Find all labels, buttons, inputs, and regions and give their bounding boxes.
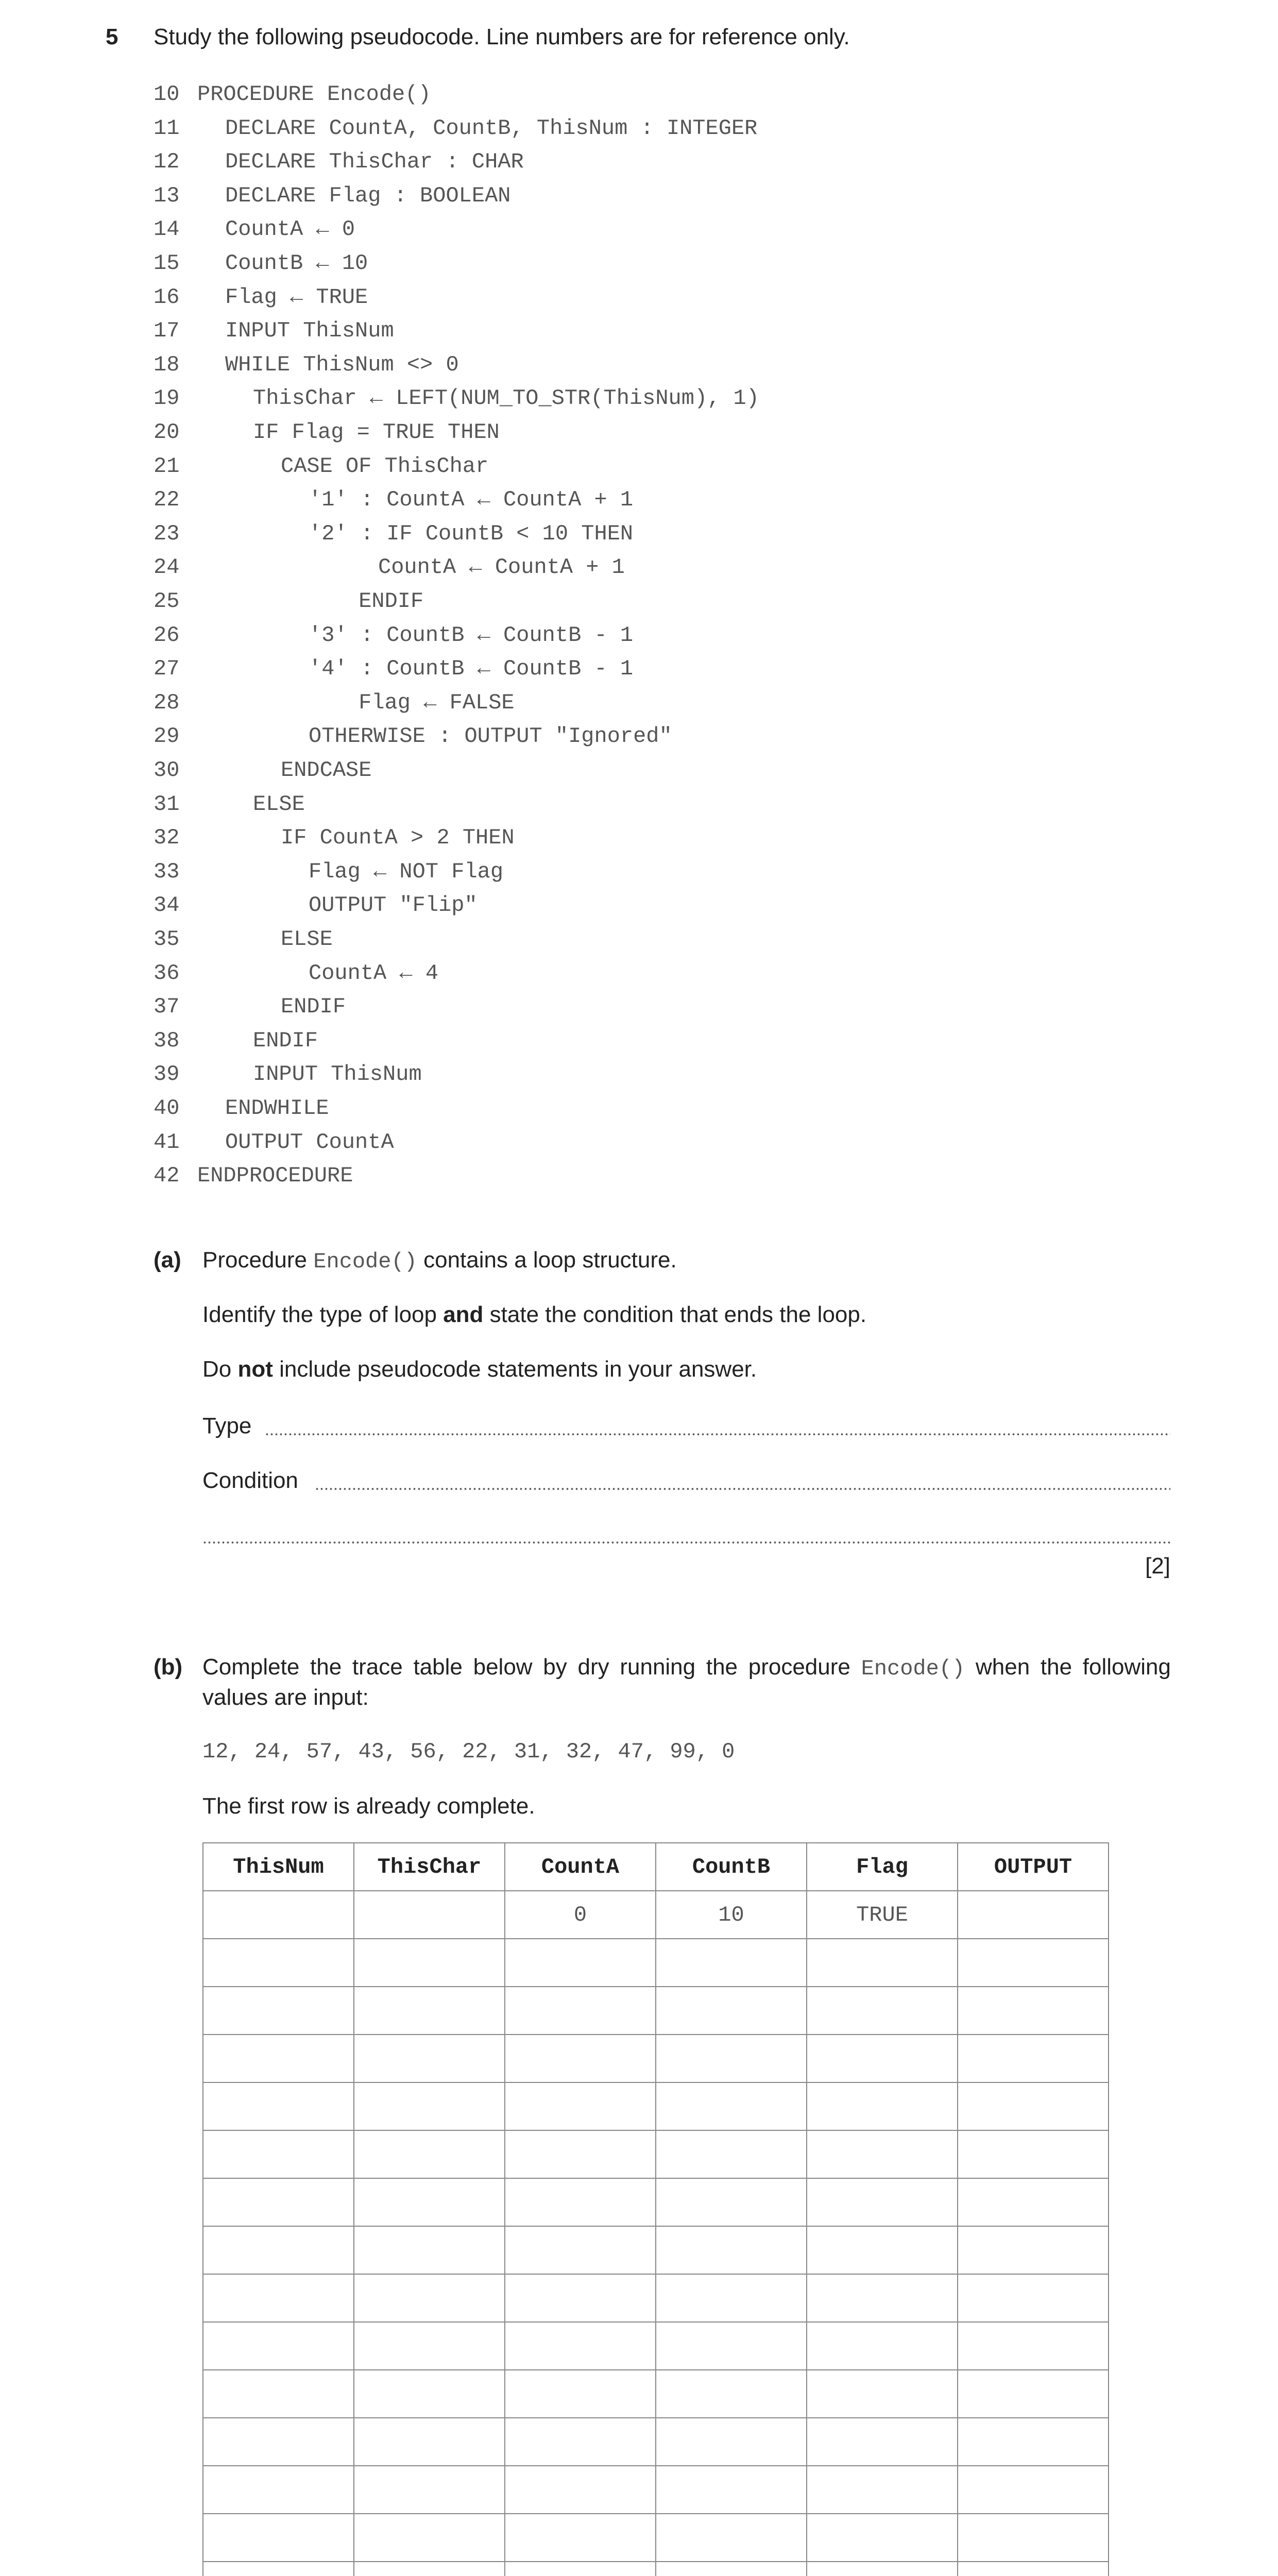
table-row (203, 2226, 1109, 2274)
code-text: CountA ← CountA + 1 (378, 555, 625, 580)
table-cell[interactable] (505, 2130, 656, 2178)
column-header: OUTPUT (958, 1843, 1109, 1891)
part-b-statement: Complete the trace table below by dry running the procedure Encode() when the following values are input: (202, 1654, 1171, 1710)
code-text: ENDWHILE (225, 1096, 329, 1121)
code-text: IF Flag = TRUE THEN (253, 420, 500, 445)
table-cell[interactable] (656, 2226, 807, 2274)
table-row (203, 1891, 1109, 1939)
code-text: WHILE ThisNum <> 0 (225, 352, 459, 377)
input-values: 12, 24, 57, 43, 56, 22, 31, 32, 47, 99, 0 (202, 1739, 735, 1764)
table-cell[interactable] (203, 1939, 354, 1987)
code-text: OTHERWISE : OUTPUT "Ignored" (309, 724, 672, 749)
table-cell[interactable] (203, 2082, 354, 2130)
table-cell[interactable] (505, 1987, 656, 2035)
table-row (203, 2514, 1109, 2562)
table-cell[interactable] (354, 1987, 505, 2035)
line-number: 29 (154, 724, 180, 749)
table-cell[interactable] (203, 2274, 354, 2322)
table-cell[interactable] (505, 2514, 656, 2562)
line-number: 11 (154, 115, 180, 141)
table-cell[interactable] (505, 2370, 656, 2418)
code-text: PROCEDURE Encode() (197, 82, 431, 107)
table-cell[interactable] (505, 2082, 656, 2130)
table-row (203, 2562, 1109, 2576)
table-cell[interactable] (958, 2370, 1109, 2418)
table-row (203, 2035, 1109, 2082)
table-row (203, 2130, 1109, 2178)
table-cell[interactable] (203, 2322, 354, 2370)
table-cell[interactable] (958, 2322, 1109, 2370)
table-cell[interactable] (958, 2418, 1109, 2466)
table-cell[interactable] (354, 2226, 505, 2274)
table-cell[interactable] (656, 2514, 807, 2562)
code-text: Flag ← NOT Flag (309, 859, 504, 884)
code-text: ELSE (281, 927, 333, 952)
table-cell[interactable] (958, 2274, 1109, 2322)
part-a-label: (a) (154, 1247, 181, 1273)
code-text: IF CountA > 2 THEN (281, 825, 515, 851)
table-cell[interactable] (958, 2082, 1109, 2130)
code-text: ENDIF (359, 589, 424, 614)
table-row (203, 2082, 1109, 2130)
line-number: 17 (154, 318, 180, 344)
table-cell[interactable] (505, 2466, 656, 2514)
table-cell[interactable] (505, 2226, 656, 2274)
line-number: 42 (154, 1163, 180, 1189)
table-cell[interactable] (656, 2322, 807, 2370)
line-number: 13 (154, 183, 180, 208)
line-number: 20 (154, 420, 180, 445)
line-number: 21 (154, 453, 180, 479)
table-cell[interactable] (203, 2226, 354, 2274)
table-row (203, 1987, 1109, 2035)
procedure-name-code: Encode() (313, 1249, 417, 1274)
line-number: 31 (154, 791, 180, 817)
table-cell[interactable] (354, 2035, 505, 2082)
table-cell[interactable] (505, 2274, 656, 2322)
table-cell[interactable] (656, 1939, 807, 1987)
condition-answer-line-2[interactable] (202, 1540, 1170, 1545)
table-cell[interactable] (505, 2178, 656, 2226)
table-cell[interactable] (203, 1987, 354, 2035)
part-a-note: Do not include pseudocode statements in your answer. (202, 1357, 757, 1382)
code-text: ENDPROCEDURE (197, 1163, 353, 1189)
code-text: DECLARE CountA, CountB, ThisNum : INTEGER (225, 115, 758, 141)
table-cell[interactable] (807, 2562, 958, 2576)
line-number: 25 (154, 589, 180, 614)
table-cell[interactable] (203, 2178, 354, 2226)
table-cell[interactable] (354, 2322, 505, 2370)
table-cell[interactable] (958, 1891, 1109, 1939)
code-text: ThisChar ← LEFT(NUM_TO_STR(ThisNum), 1) (253, 386, 759, 411)
line-number: 40 (154, 1096, 180, 1121)
line-number: 18 (154, 352, 180, 377)
table-cell[interactable] (656, 2562, 807, 2576)
line-number: 15 (154, 251, 180, 276)
table-cell[interactable] (656, 2035, 807, 2082)
table-cell[interactable] (505, 2035, 656, 2082)
table-cell[interactable] (807, 2322, 958, 2370)
table-row (203, 2274, 1109, 2322)
line-number: 23 (154, 521, 180, 546)
code-text: DECLARE Flag : BOOLEAN (225, 183, 511, 208)
table-cell[interactable] (203, 2562, 354, 2576)
table-cell[interactable] (505, 2322, 656, 2370)
table-row (203, 1939, 1109, 1987)
table-cell[interactable] (807, 2178, 958, 2226)
line-number: 36 (154, 960, 180, 986)
code-text: ENDIF (253, 1028, 318, 1053)
code-text: DECLARE ThisChar : CHAR (225, 149, 524, 175)
table-cell[interactable] (656, 2274, 807, 2322)
code-text: '2' : IF CountB < 10 THEN (309, 521, 634, 546)
table-cell[interactable] (807, 2082, 958, 2130)
condition-label: Condition (202, 1468, 298, 1493)
line-number: 38 (154, 1028, 180, 1053)
trace-table-header-row (203, 1843, 1109, 1891)
code-text: ENDCASE (281, 758, 372, 783)
line-number: 34 (154, 893, 180, 918)
table-cell[interactable] (958, 2466, 1109, 2514)
table-cell[interactable] (958, 2226, 1109, 2274)
column-header: Flag (807, 1843, 958, 1891)
line-number: 12 (154, 149, 180, 175)
table-cell[interactable] (354, 1891, 505, 1939)
code-text: '3' : CountB ← CountB - 1 (309, 622, 634, 648)
table-cell[interactable] (656, 2082, 807, 2130)
table-cell[interactable] (354, 2562, 505, 2576)
line-number: 27 (154, 656, 180, 682)
table-cell[interactable] (807, 2226, 958, 2274)
table-cell[interactable] (354, 2082, 505, 2130)
code-text: '1' : CountA ← CountA + 1 (309, 487, 634, 513)
table-row (203, 2466, 1109, 2514)
table-cell[interactable] (807, 2370, 958, 2418)
code-text: Flag ← TRUE (225, 284, 368, 310)
code-text: CountB ← 10 (225, 251, 368, 276)
type-answer-line[interactable] (265, 1432, 1170, 1436)
table-cell[interactable] (656, 2466, 807, 2514)
line-number: 19 (154, 386, 180, 411)
code-text: INPUT ThisNum (225, 318, 394, 344)
code-text: CountA ← 4 (309, 960, 439, 986)
table-cell[interactable] (505, 2418, 656, 2466)
line-number: 33 (154, 859, 180, 884)
table-cell[interactable]: TRUE (807, 1891, 958, 1939)
table-cell[interactable] (958, 2035, 1109, 2082)
table-cell[interactable] (656, 2418, 807, 2466)
line-number: 22 (154, 487, 180, 513)
procedure-name-code: Encode() (861, 1656, 965, 1681)
table-cell[interactable] (354, 2130, 505, 2178)
table-row (203, 2322, 1109, 2370)
part-a-marks: [2] (1145, 1553, 1170, 1579)
code-text: Flag ← FALSE (359, 690, 515, 715)
table-cell[interactable] (958, 1939, 1109, 1987)
table-cell[interactable] (807, 1987, 958, 2035)
part-a-instruction: Identify the type of loop and state the condition that ends the loop. (202, 1302, 867, 1327)
table-cell[interactable] (505, 2562, 656, 2576)
condition-answer-line[interactable] (315, 1487, 1170, 1491)
line-number: 37 (154, 994, 180, 1020)
table-cell[interactable] (203, 2466, 354, 2514)
line-number: 10 (154, 82, 180, 107)
table-cell[interactable] (505, 1939, 656, 1987)
table-cell[interactable] (203, 2418, 354, 2466)
line-number: 24 (154, 555, 180, 580)
column-header: CountA (505, 1843, 656, 1891)
table-cell[interactable] (656, 2130, 807, 2178)
code-text: ELSE (253, 791, 305, 817)
table-cell[interactable] (203, 2370, 354, 2418)
table-cell[interactable] (354, 2418, 505, 2466)
part-b-label: (b) (154, 1654, 183, 1680)
code-text: OUTPUT "Flip" (309, 893, 478, 918)
table-row (203, 2418, 1109, 2466)
table-cell[interactable] (958, 2562, 1109, 2576)
table-cell[interactable] (354, 1939, 505, 1987)
code-text: CountA ← 0 (225, 217, 355, 242)
line-number: 16 (154, 284, 180, 310)
table-row (203, 2370, 1109, 2418)
column-header: ThisNum (203, 1843, 354, 1891)
table-cell[interactable] (958, 2130, 1109, 2178)
line-number: 41 (154, 1129, 180, 1155)
table-cell[interactable] (203, 1891, 354, 1939)
table-cell[interactable] (807, 1939, 958, 1987)
table-cell[interactable] (807, 2130, 958, 2178)
table-cell[interactable] (807, 2418, 958, 2466)
line-number: 26 (154, 622, 180, 648)
table-cell[interactable] (354, 2514, 505, 2562)
table-row (203, 2178, 1109, 2226)
column-header: ThisChar (354, 1843, 505, 1891)
first-row-note: The first row is already complete. (202, 1793, 535, 1819)
question-intro: Study the following pseudocode. Line numbers are for reference only. (154, 24, 850, 49)
table-cell[interactable] (656, 2370, 807, 2418)
line-number: 14 (154, 217, 180, 242)
table-cell[interactable] (203, 2130, 354, 2178)
code-text: OUTPUT CountA (225, 1129, 394, 1155)
table-cell[interactable] (958, 1987, 1109, 2035)
table-cell[interactable] (656, 2178, 807, 2226)
line-number: 30 (154, 758, 180, 783)
table-cell[interactable] (354, 2178, 505, 2226)
table-cell[interactable] (354, 2370, 505, 2418)
table-cell[interactable]: 0 (505, 1891, 656, 1939)
table-cell[interactable] (203, 2514, 354, 2562)
table-cell[interactable] (958, 2178, 1109, 2226)
table-cell[interactable] (807, 2274, 958, 2322)
table-cell[interactable] (354, 2274, 505, 2322)
code-text: INPUT ThisNum (253, 1062, 422, 1087)
table-cell[interactable]: 10 (656, 1891, 807, 1939)
line-number: 32 (154, 825, 180, 851)
line-number: 28 (154, 690, 180, 715)
line-number: 35 (154, 927, 180, 952)
table-cell[interactable] (958, 2514, 1109, 2562)
line-number: 39 (154, 1062, 180, 1087)
part-a-statement: Procedure Encode() contains a loop structure. (202, 1247, 677, 1274)
type-label: Type (202, 1413, 252, 1438)
code-text: CASE OF ThisChar (281, 453, 489, 479)
column-header: CountB (656, 1843, 807, 1891)
table-cell[interactable] (354, 2466, 505, 2514)
table-cell[interactable] (807, 2466, 958, 2514)
code-text: ENDIF (281, 994, 346, 1020)
trace-table (202, 1842, 1109, 2576)
code-text: '4' : CountB ← CountB - 1 (309, 656, 634, 682)
question-number: 5 (106, 24, 118, 49)
table-cell[interactable] (807, 2035, 958, 2082)
table-cell[interactable] (203, 2035, 354, 2082)
table-cell[interactable] (656, 1987, 807, 2035)
table-cell[interactable] (807, 2514, 958, 2562)
